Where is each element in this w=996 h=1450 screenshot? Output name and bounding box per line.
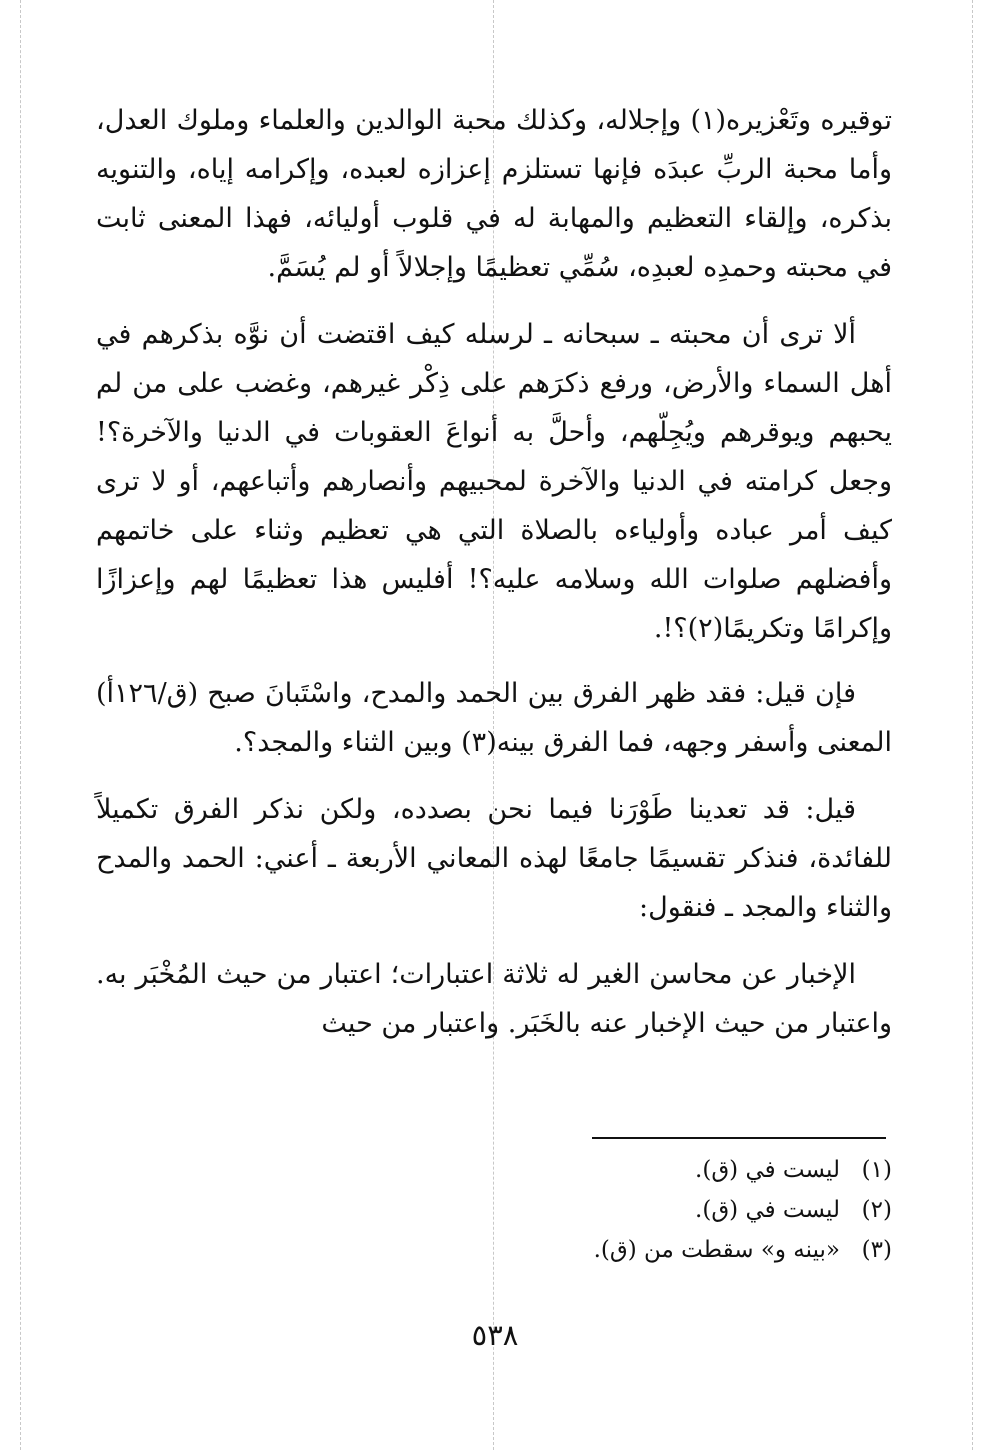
footnote-2 [430,1190,892,1230]
footnote-1 [430,1150,892,1190]
paragraph-5: الإخبار عن محاسن الغير له ثلاثة اعتبارات؛ اعتبار من حيث المُخْبَر به. واعتبار من حيث الإخبار عنه بالخَبَر. واعتبار من حيث [96,959,892,1039]
main-text [96,96,892,1048]
footnote-divider [592,1137,886,1139]
page-number: ٥٣٨ [471,1318,519,1352]
footnote-number: (٣) [861,1237,892,1263]
paragraph-1: توقيره وتَعْزيره(١) وإجلاله، وكذلك محبة الوالدين والعلماء وملوك العدل، وأما محبة الربِّ عبدَه فإنها تستلزم إعزازه لعبده، وإكرامه إياه، والتنويه بذكره، وإلقاء التعظيم والمهابة له في قلوب أوليائه، فهذا المعنى ثابت في محبته وحمدِه لعبدِه، سُمِّي تعظيمًا وإجلالاً أو لم يُسَمَّ. [96,105,892,283]
footnotes [430,1150,892,1270]
footnote-text: «بينه و» سقطت من (ق). [593,1237,840,1263]
scan-guide-line-left [20,0,21,1450]
paragraph-2: ألا ترى أن محبته ـ سبحانه ـ لرسله كيف اقتضت أن نوَّه بذكرهم في أهل السماء والأرض، ورفع ذكرَهم على ذِكْر غيرهم، وغضب على من لم يحبهم ويوقرهم ويُجِلّهم، وأحلَّ به أنواعَ العقوبات في الدنيا والآخرة؟! وجعل كرامته في الدنيا والآخرة لمحبيهم وأنصارهم وأتباعهم، أو لا ترى كيف أمر عباده وأولياءه بالصلاة التي هي تعظيم وثناء على خاتمهم وأفضلهم صلوات الله وسلامه عليه؟! أفليس هذا تعظيمًا لهم وإعزازًا وإكرامًا وتكريمًا(٢)؟!. [96,319,892,644]
footnote-number: (١) [861,1157,892,1183]
paragraph-3: فإن قيل: فقد ظهر الفرق بين الحمد والمدح، واسْتَبانَ صبح (ق/١٢٦أ) المعنى وأسفر وجهه، فما الفرق بينه(٣) وبين الثناء والمجد؟. [96,678,892,758]
footnote-number: (٢) [861,1197,892,1223]
scan-guide-line-right [972,0,973,1450]
paragraph-4: قيل: قد تعدينا طَوْرَنا فيما نحن بصدده، ولكن نذكر الفرق تكميلاً للفائدة، فنذكر تقسيمًا جامعًا لهذه المعاني الأربعة ـ أعني: الحمد والمدح والثناء والمجد ـ فنقول: [96,794,892,923]
footnote-3 [430,1230,892,1270]
footnote-text: ليست في (ق). [695,1197,840,1223]
footnote-text: ليست في (ق). [695,1157,840,1183]
